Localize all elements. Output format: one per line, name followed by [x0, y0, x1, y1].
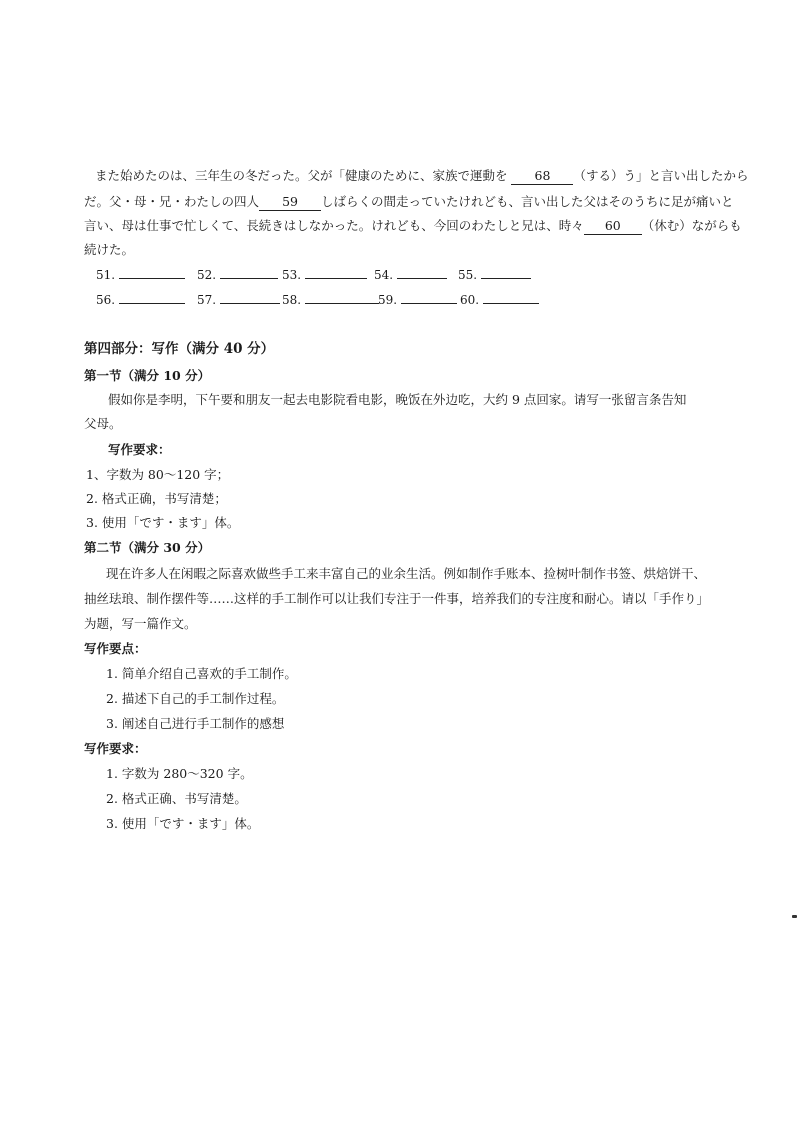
- passage-line-4: [84, 242, 134, 258]
- answer-blank[interactable]: [220, 266, 278, 279]
- section2-title: 第二节（满分 30 分）: [84, 540, 211, 555]
- section2-prompt-line2: 抽丝珐琅、制作摆件等……这样的手工制作可以让我们专注于一件事，培养我们的专注度和耐心。请以「手作り」: [84, 591, 710, 606]
- answer-blank[interactable]: [483, 291, 539, 304]
- answer-52: 52.: [197, 266, 278, 283]
- section2-prompt-line3: 为题，写一篇作文。: [84, 616, 197, 631]
- answer-blank[interactable]: [119, 291, 185, 304]
- answer-57: 57.: [197, 291, 280, 308]
- answer-59: 59.: [378, 291, 457, 308]
- section2-point-3: 3. 阐述自己进行手工制作的感想: [106, 716, 285, 731]
- answer-60: 60.: [460, 291, 539, 308]
- section2-requirements-title: 写作要求：: [84, 741, 147, 756]
- answer-blank[interactable]: [305, 291, 379, 304]
- answer-53: 53.: [282, 266, 367, 283]
- part4-title: 第四部分：写作（满分 40 分）: [84, 341, 275, 357]
- section1-requirement-3: 3. 使用「です・ます」体。: [86, 515, 240, 530]
- section1-requirement-1: 1、字数为 80～120 字；: [86, 467, 230, 482]
- section1-prompt-line2: 父母。: [84, 416, 122, 431]
- passage-line-1: [95, 168, 749, 185]
- passage-line-2: [84, 194, 734, 211]
- section2-points-title: 写作要点：: [84, 641, 147, 656]
- passage-text: （休む）ながらも: [641, 218, 742, 233]
- passage-text: しばらくの間走っていたけれども、言い出した父はそのうちに足が痛いと: [321, 194, 734, 209]
- section2-point-1: 1. 简单介绍自己喜欢的手工制作。: [106, 666, 297, 681]
- answer-blank[interactable]: [481, 266, 531, 279]
- section2-point-2: 2. 描述下自己的手工制作过程。: [106, 691, 285, 706]
- section1-prompt-line1: 假如你是李明，下午要和朋友一起去电影院看电影，晚饭在外边吃，大约 9 点回家。请写一张留言条告知: [108, 392, 687, 407]
- section2-prompt-line1: 现在许多人在闲暇之际喜欢做些手工来丰富自己的业余生活。例如制作手账本、捡树叶制作书签、烘焙饼干、: [106, 566, 707, 581]
- scan-mark: [792, 915, 797, 918]
- answer-54: 54.: [374, 266, 447, 283]
- passage-line-3: [84, 218, 742, 235]
- passage-text: だ。父・母・兄・わたしの四人: [84, 194, 260, 209]
- section2-requirement-2: 2. 格式正确、书写清楚。: [106, 791, 247, 806]
- passage-text: 言い、母は仕事で忙しくて、長続きはしなかった。けれども、今回のわたしと兄は、時々: [84, 218, 584, 233]
- answer-56: 56.: [96, 291, 185, 308]
- answer-58: 58.: [282, 291, 379, 308]
- section2-requirement-1: 1. 字数为 280～320 字。: [106, 766, 253, 781]
- answer-blank[interactable]: [305, 266, 367, 279]
- answer-blank[interactable]: [220, 291, 280, 304]
- answer-blank[interactable]: [401, 291, 457, 304]
- section1-title: 第一节（满分 10 分）: [84, 368, 211, 383]
- blank-60: 60: [584, 218, 642, 235]
- blank-59: 59: [259, 194, 321, 211]
- section2-requirement-3: 3. 使用「です・ます」体。: [106, 816, 260, 831]
- answer-blank[interactable]: [119, 266, 185, 279]
- answer-51: 51.: [96, 266, 185, 283]
- section1-requirement-2: 2. 格式正确，书写清楚；: [86, 491, 227, 506]
- answer-blank[interactable]: [397, 266, 447, 279]
- section1-requirements-title: 写作要求：: [108, 442, 171, 457]
- passage-text: （する）う」と言い出したから: [573, 168, 749, 183]
- passage-text: また始めたのは、三年生の冬だった。父が「健康のために、家族で運動を: [95, 168, 512, 183]
- answer-55: 55.: [458, 266, 531, 283]
- blank-68: 68: [511, 168, 573, 185]
- passage-text: 続けた。: [84, 242, 135, 257]
